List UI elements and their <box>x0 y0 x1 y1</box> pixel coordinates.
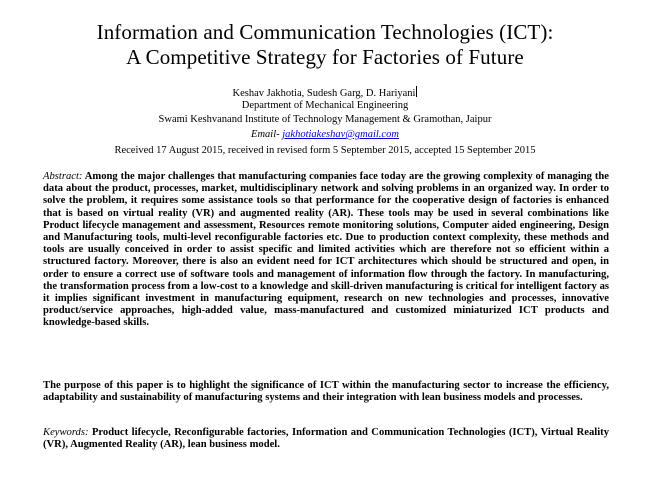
email-link[interactable]: jakhotiakeshav@gmail.com <box>282 129 399 140</box>
received-dates: Received 17 August 2015, received in revised form 5 September 2015, accepted 15 September 2015 <box>114 145 536 156</box>
author-list <box>0 86 650 100</box>
purpose-paragraph: The purpose of this paper is to highlight the significance of ICT within the manufacturing sector to increase the efficiency, adaptability and sustainability of manufacturing systems and their integration with lean business models and processes. <box>43 380 609 404</box>
paper-title-line-2: A Competitive Strategy for Factories of Future <box>126 45 524 69</box>
abstract-label: Abstract: <box>43 171 83 182</box>
paper-title-line-1: Information and Communication Technologies (ICT): <box>96 20 554 44</box>
email-label: Email- <box>251 129 283 140</box>
authors-text: Keshav Jakhotia, Sudesh Garg, D. Hariyani <box>232 88 416 99</box>
abstract <box>43 171 609 330</box>
abstract-text: Among the major challenges that manufacturing companies face today are the growing complexity of managing the data about the product, processes, market, multidisciplinary network and solving problems in an organized way. In order to solve the problem, it requires some assistance tools so that performance for the cooperative design of factories is enhanced that is based on virtual reality (VR) and augmented reality (AR). These tools may be used in several combinations like Product lifecycle management and assessment, Resources remote monitoring solutions, Computer aided engineering, Design and Manufacturing tools, multi-level reconfigurable factories etc. Due to production context complexity, these methods and tools are usually conceived in order to assist specific and limited activities which are therefore not so efficient within a structured factory. Moreover, there is also an evident need for ICT architectures which should be structured and open, in order to ensure a correct use of software tools and management of information flow through the factory. In manufacturing, the transformation process from a low-cost to a knowledge and skill-driven manufacturing is critical for intelligent factory as it implies significant investment in manufacturing equipment, research on new technologies and processes, innovative product/service approaches, high-added value, mass-manufactured and customized miniaturized ICT products and knowledge-based skills. <box>43 171 609 329</box>
email-line <box>0 128 650 141</box>
institute: Swami Keshvanand Institute of Technology Management & Gramothan, Jaipur <box>158 114 492 125</box>
keywords <box>43 427 609 451</box>
keywords-label: Keywords: <box>43 427 89 438</box>
department: Department of Mechanical Engineering <box>241 100 409 111</box>
keywords-text: Product lifecycle, Reconfigurable factories, Information and Communication Technologies (ICT), Virtual Reality (VR), Augmented Reality (AR), lean business model. <box>43 427 609 451</box>
text-cursor <box>416 86 417 97</box>
